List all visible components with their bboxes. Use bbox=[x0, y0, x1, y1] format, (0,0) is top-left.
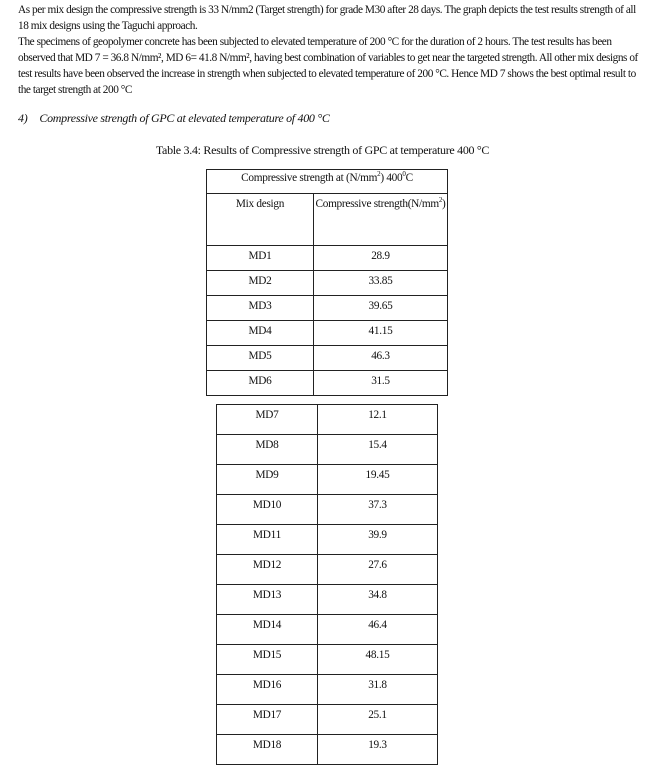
strength-value-cell: 41.15 bbox=[314, 321, 448, 346]
mix-design-cell: MD9 bbox=[217, 465, 318, 495]
strength-value-cell: 33.85 bbox=[314, 271, 448, 296]
mix-design-cell: MD2 bbox=[207, 271, 314, 296]
mix-design-cell: MD5 bbox=[207, 346, 314, 371]
mix-design-cell: MD10 bbox=[217, 495, 318, 525]
table-header-row bbox=[207, 194, 448, 246]
strength-value-cell: 31.5 bbox=[314, 371, 448, 396]
mix-design-cell: MD4 bbox=[207, 321, 314, 346]
strength-value-cell: 27.6 bbox=[318, 555, 438, 585]
section-heading bbox=[18, 111, 330, 126]
section-number: 4) bbox=[18, 111, 28, 125]
table-title-cell: Compressive strength at $(N/mm^2)$ $400^0C$ bbox=[207, 170, 448, 194]
header-mix-design: Mix design bbox=[207, 194, 314, 246]
strength-table-part-1 bbox=[206, 169, 448, 396]
section-title: Compressive strength of GPC at elevated temperature of 400 °C bbox=[39, 111, 330, 125]
strength-value-cell: 39.65 bbox=[314, 296, 448, 321]
strength-value-cell: 46.3 bbox=[314, 346, 448, 371]
table-row bbox=[207, 296, 448, 321]
strength-value-cell: 12.1 bbox=[318, 405, 438, 435]
table-row bbox=[217, 705, 438, 735]
mix-design-cell: MD12 bbox=[217, 555, 318, 585]
strength-value-cell: 34.8 bbox=[318, 585, 438, 615]
header-compressive-strength: Compressive $strength(N/mm^2)$ bbox=[314, 194, 448, 246]
table-row bbox=[207, 321, 448, 346]
table-row bbox=[207, 246, 448, 271]
table-row bbox=[207, 271, 448, 296]
mix-design-cell: MD6 bbox=[207, 371, 314, 396]
mix-design-cell: MD1 bbox=[207, 246, 314, 271]
mix-design-cell: MD14 bbox=[217, 615, 318, 645]
table-title-row bbox=[207, 170, 448, 194]
strength-value-cell: 37.3 bbox=[318, 495, 438, 525]
table-caption: Table 3.4: Results of Compressive strength of GPC at temperature 400 °C bbox=[155, 143, 490, 157]
table-row bbox=[217, 405, 438, 435]
mix-design-cell: MD13 bbox=[217, 585, 318, 615]
table-row bbox=[217, 435, 438, 465]
intro-paragraph: As per mix design the compressive strength is 33 N/mm2 (Target strength) for grade M30 after 28 days. The graph depicts the test results strength of all 18 mix designs using the Taguchi approach. bbox=[18, 4, 636, 32]
mix-design-cell: MD18 bbox=[217, 735, 318, 765]
strength-value-cell: 28.9 bbox=[314, 246, 448, 271]
table-row bbox=[217, 495, 438, 525]
mix-design-cell: MD16 bbox=[217, 675, 318, 705]
table-row bbox=[217, 615, 438, 645]
mix-design-cell: MD15 bbox=[217, 645, 318, 675]
table-row bbox=[217, 555, 438, 585]
mix-design-cell: MD3 bbox=[207, 296, 314, 321]
mix-design-cell: MD11 bbox=[217, 525, 318, 555]
elevated-temperature-paragraph: The specimens of geopolymer concrete has been subjected to elevated temperature of 200 °C for the duration of 2 hours. The test results has been observed that MD 7 = 36.8 N/mm², MD 6= 41.8 N/mm², having best combination of variables to get near the targeted strength. All other mix designs of test results have been observed the increase in strength when subjected to elevated temperature of 200 °C. Hence MD 7 shows the best optimal result to the target strength at 200 °C bbox=[18, 36, 638, 96]
strength-value-cell: 39.9 bbox=[318, 525, 438, 555]
strength-value-cell: 15.4 bbox=[318, 435, 438, 465]
mix-design-cell: MD8 bbox=[217, 435, 318, 465]
strength-value-cell: 46.4 bbox=[318, 615, 438, 645]
strength-value-cell: 25.1 bbox=[318, 705, 438, 735]
strength-table-part-2 bbox=[216, 404, 438, 765]
table-row bbox=[217, 645, 438, 675]
mix-design-cell: MD17 bbox=[217, 705, 318, 735]
strength-value-cell: 48.15 bbox=[318, 645, 438, 675]
table-row bbox=[217, 525, 438, 555]
strength-value-cell: 19.45 bbox=[318, 465, 438, 495]
mix-design-cell: MD7 bbox=[217, 405, 318, 435]
table-row bbox=[217, 585, 438, 615]
strength-value-cell: 19.3 bbox=[318, 735, 438, 765]
table-row bbox=[217, 735, 438, 765]
strength-value-cell: 31.8 bbox=[318, 675, 438, 705]
table-row bbox=[207, 371, 448, 396]
table-row bbox=[217, 465, 438, 495]
table-row bbox=[207, 346, 448, 371]
table-row bbox=[217, 675, 438, 705]
